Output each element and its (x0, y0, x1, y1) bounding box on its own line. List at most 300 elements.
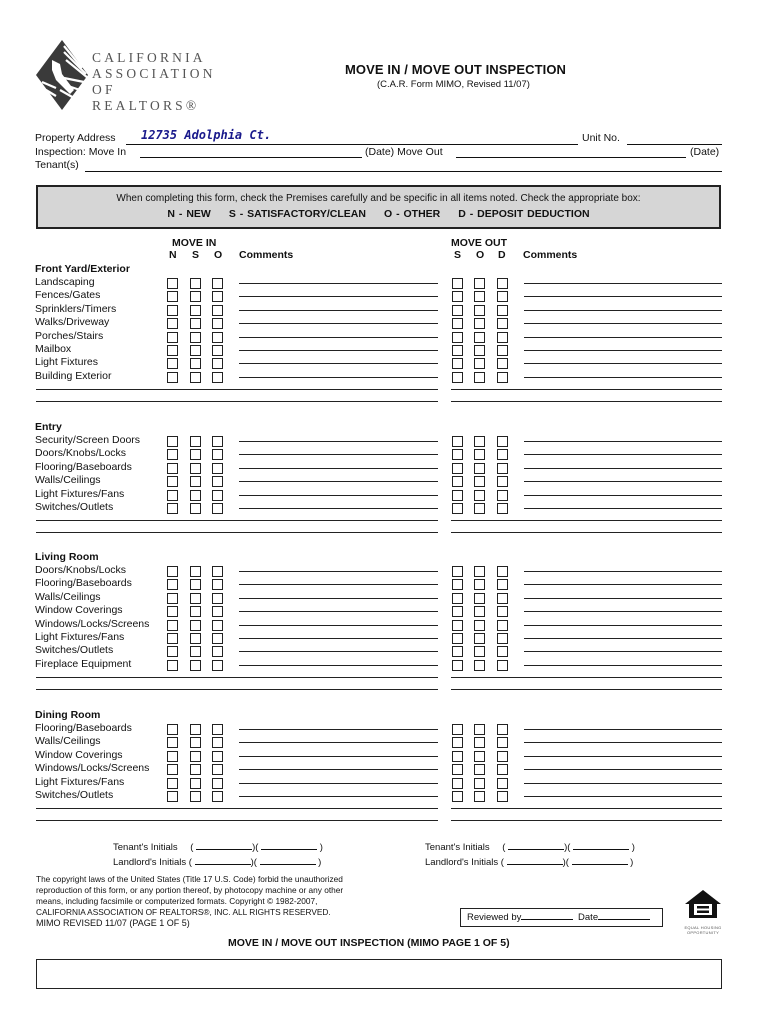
move-out-checkbox-o[interactable] (474, 490, 485, 501)
move-in-section-comment-line[interactable] (36, 677, 438, 678)
move-in-checkbox-s[interactable] (190, 372, 201, 383)
property-address-value[interactable]: 12735 Adolphia Ct. (141, 128, 272, 142)
move-in-checkbox-s[interactable] (190, 593, 201, 604)
tenants-field[interactable] (85, 171, 722, 172)
move-out-comment-line[interactable] (524, 571, 722, 572)
move-out-checkbox-o[interactable] (474, 566, 485, 577)
move-in-checkbox-s[interactable] (190, 503, 201, 514)
move-out-checkbox-s[interactable] (452, 724, 463, 735)
move-in-checkbox-o[interactable] (212, 737, 223, 748)
move-out-checkbox-d[interactable] (497, 778, 508, 789)
move-out-comment-line[interactable] (524, 756, 722, 757)
move-in-checkbox-n[interactable] (167, 751, 178, 762)
inspection-item-label: Building Exterior (35, 369, 112, 382)
paren: ( (502, 842, 506, 853)
move-in-section-comment-line[interactable] (36, 532, 438, 533)
move-out-checkbox-d[interactable] (497, 372, 508, 383)
move-out-date-field[interactable] (456, 157, 686, 158)
move-out-checkbox-s[interactable] (452, 791, 463, 802)
move-in-section-comment-line[interactable] (36, 520, 438, 521)
move-in-checkbox-o[interactable] (212, 358, 223, 369)
move-in-checkbox-n[interactable] (167, 737, 178, 748)
move-in-comment-line[interactable] (239, 350, 438, 351)
move-in-checkbox-n[interactable] (167, 345, 178, 356)
move-in-checkbox-n[interactable] (167, 646, 178, 657)
move-in-checkbox-n[interactable] (167, 724, 178, 735)
move-in-checkbox-n[interactable] (167, 620, 178, 631)
move-out-checkbox-s[interactable] (452, 490, 463, 501)
move-out-checkbox-d[interactable] (497, 791, 508, 802)
equal-housing-logo (683, 888, 725, 934)
move-in-checkbox-o[interactable] (212, 305, 223, 316)
move-in-comment-line[interactable] (239, 571, 438, 572)
landlord-initial-field-1[interactable] (195, 864, 251, 865)
move-out-checkbox-s[interactable] (452, 345, 463, 356)
move-out-checkbox-d[interactable] (497, 566, 508, 577)
move-in-comment-line[interactable] (239, 769, 438, 770)
move-out-comment-line[interactable] (524, 296, 722, 297)
move-in-comment-line[interactable] (239, 651, 438, 652)
tenant-initial-field-4[interactable] (573, 849, 629, 850)
move-in-checkbox-n[interactable] (167, 305, 178, 316)
logo-line-3: OF REALTORS® (92, 82, 200, 113)
move-out-section-comment-line[interactable] (451, 401, 722, 402)
move-in-comment-line[interactable] (239, 508, 438, 509)
move-out-section-comment-line[interactable] (451, 389, 722, 390)
date-label: (Date) (690, 146, 720, 158)
move-in-checkbox-o[interactable] (212, 449, 223, 460)
move-in-comment-line[interactable] (239, 796, 438, 797)
move-out-comment-line[interactable] (524, 350, 722, 351)
tenant-initial-field-2[interactable] (261, 849, 317, 850)
move-in-section-comment-line[interactable] (36, 820, 438, 821)
inspection-item-label: Mailbox (35, 343, 72, 355)
move-out-checkbox-d[interactable] (497, 646, 508, 657)
move-out-comment-line[interactable] (524, 742, 722, 743)
landlord-initials-label: Landlord's Initials (113, 857, 187, 868)
tenant-initials-right (425, 842, 635, 853)
move-in-comment-line[interactable] (239, 598, 438, 599)
move-in-checkbox-s[interactable] (190, 778, 201, 789)
move-in-checkbox-n[interactable] (167, 660, 178, 671)
move-out-checkbox-o[interactable] (474, 751, 485, 762)
move-out-section-comment-line[interactable] (451, 520, 722, 521)
move-out-checkbox-s[interactable] (452, 737, 463, 748)
equal-housing-caption: EQUAL HOUSING OPPORTUNITY (684, 925, 722, 935)
move-out-section-comment-line[interactable] (451, 808, 722, 809)
move-out-checkbox-d[interactable] (497, 345, 508, 356)
move-in-checkbox-s[interactable] (190, 633, 201, 644)
move-in-checkbox-s[interactable] (190, 764, 201, 775)
move-out-checkbox-s[interactable] (452, 579, 463, 590)
move-out-comment-line[interactable] (524, 454, 722, 455)
move-in-checkbox-o[interactable] (212, 490, 223, 501)
move-in-checkbox-o[interactable] (212, 318, 223, 329)
move-in-checkbox-s[interactable] (190, 737, 201, 748)
move-in-checkbox-o[interactable] (212, 620, 223, 631)
move-out-checkbox-s[interactable] (452, 566, 463, 577)
move-out-checkbox-d[interactable] (497, 476, 508, 487)
move-out-comment-line[interactable] (524, 310, 722, 311)
move-out-section-comment-line[interactable] (451, 820, 722, 821)
move-in-checkbox-o[interactable] (212, 724, 223, 735)
move-out-comments-header: Comments (523, 249, 578, 261)
move-in-header: MOVE IN (172, 237, 217, 249)
move-out-checkbox-s[interactable] (452, 305, 463, 316)
move-in-section-comment-line[interactable] (36, 808, 438, 809)
move-in-checkbox-s[interactable] (190, 449, 201, 460)
move-in-checkbox-s[interactable] (190, 579, 201, 590)
move-in-checkbox-o[interactable] (212, 476, 223, 487)
move-out-comment-line[interactable] (524, 796, 722, 797)
condition-codes (38, 208, 719, 220)
move-in-checkbox-o[interactable] (212, 566, 223, 577)
move-in-comment-line[interactable] (239, 729, 438, 730)
move-in-checkbox-n[interactable] (167, 449, 178, 460)
move-out-checkbox-d[interactable] (497, 291, 508, 302)
move-out-comment-line[interactable] (524, 377, 722, 378)
move-in-comment-line[interactable] (239, 468, 438, 469)
move-in-checkbox-o[interactable] (212, 345, 223, 356)
section-title: Entry (35, 421, 62, 433)
move-out-checkbox-d[interactable] (497, 593, 508, 604)
move-in-checkbox-o[interactable] (212, 291, 223, 302)
move-in-comment-line[interactable] (239, 363, 438, 364)
move-in-comment-line[interactable] (239, 337, 438, 338)
move-out-checkbox-s[interactable] (452, 606, 463, 617)
move-out-comment-line[interactable] (524, 481, 722, 482)
move-out-checkbox-d[interactable] (497, 463, 508, 474)
move-in-checkbox-o[interactable] (212, 503, 223, 514)
move-in-checkbox-s[interactable] (190, 724, 201, 735)
move-out-checkbox-d[interactable] (497, 436, 508, 447)
move-in-checkbox-s[interactable] (190, 332, 201, 343)
paren: )( (562, 857, 569, 868)
move-out-comment-line[interactable] (524, 337, 722, 338)
move-out-checkbox-s[interactable] (452, 751, 463, 762)
reviewed-by-field[interactable] (521, 919, 573, 920)
move-in-checkbox-s[interactable] (190, 291, 201, 302)
move-out-checkbox-d[interactable] (497, 305, 508, 316)
move-out-checkbox-s[interactable] (452, 463, 463, 474)
move-out-checkbox-d[interactable] (497, 764, 508, 775)
move-in-comment-line[interactable] (239, 296, 438, 297)
move-out-checkbox-s[interactable] (452, 503, 463, 514)
move-out-checkbox-o[interactable] (474, 593, 485, 604)
move-out-checkbox-s[interactable] (452, 436, 463, 447)
move-in-checkbox-o[interactable] (212, 778, 223, 789)
move-out-checkbox-s[interactable] (452, 660, 463, 671)
paren: ) (319, 842, 323, 853)
move-in-checkbox-o[interactable] (212, 633, 223, 644)
move-out-checkbox-s[interactable] (452, 593, 463, 604)
inspection-item-label: Flooring/Baseboards (35, 460, 132, 473)
move-out-checkbox-s[interactable] (452, 372, 463, 383)
move-out-comment-line[interactable] (524, 729, 722, 730)
paren: ( (188, 857, 192, 868)
move-in-checkbox-n[interactable] (167, 332, 178, 343)
move-out-checkbox-d[interactable] (497, 751, 508, 762)
move-out-checkbox-s[interactable] (452, 278, 463, 289)
move-in-checkbox-s[interactable] (190, 566, 201, 577)
move-in-date-field[interactable] (140, 157, 362, 158)
move-in-checkbox-s[interactable] (190, 660, 201, 671)
move-out-checkbox-o[interactable] (474, 606, 485, 617)
section-title: Front Yard/Exterior (35, 263, 130, 275)
move-out-checkbox-d[interactable] (497, 318, 508, 329)
move-out-comment-line[interactable] (524, 441, 722, 442)
move-in-checkbox-n[interactable] (167, 593, 178, 604)
move-out-checkbox-o[interactable] (474, 633, 485, 644)
move-in-checkbox-s[interactable] (190, 490, 201, 501)
move-out-comment-line[interactable] (524, 468, 722, 469)
move-in-section-comment-line[interactable] (36, 401, 438, 402)
move-out-checkbox-d[interactable] (497, 503, 508, 514)
inspection-item-label: Windows/Locks/Screens (35, 617, 150, 630)
move-in-checkbox-o[interactable] (212, 436, 223, 447)
move-in-comment-line[interactable] (239, 584, 438, 585)
tenant-initial-field-1[interactable] (196, 849, 252, 850)
move-in-checkbox-o[interactable] (212, 791, 223, 802)
move-out-checkbox-s[interactable] (452, 291, 463, 302)
inspection-item-label: Fireplace Equipment (35, 657, 132, 670)
review-box (460, 908, 663, 927)
move-in-checkbox-o[interactable] (212, 579, 223, 590)
move-out-checkbox-d[interactable] (497, 737, 508, 748)
move-out-checkbox-o[interactable] (474, 318, 485, 329)
move-in-section-comment-line[interactable] (36, 389, 438, 390)
move-in-checkbox-o[interactable] (212, 463, 223, 474)
move-in-comment-line[interactable] (239, 611, 438, 612)
move-out-checkbox-d[interactable] (497, 278, 508, 289)
property-address-field[interactable] (126, 144, 578, 145)
review-date-field[interactable] (598, 919, 650, 920)
move-in-comment-line[interactable] (239, 310, 438, 311)
move-in-code-s: S (192, 249, 200, 261)
paren: ( (190, 842, 194, 853)
move-out-checkbox-o[interactable] (474, 579, 485, 590)
move-out-code-o: O (476, 249, 485, 261)
move-out-checkbox-o[interactable] (474, 791, 485, 802)
inspection-item-label: Sprinklers/Timers (35, 302, 117, 315)
move-out-checkbox-o[interactable] (474, 476, 485, 487)
move-out-checkbox-o[interactable] (474, 737, 485, 748)
move-in-checkbox-s[interactable] (190, 278, 201, 289)
move-out-checkbox-d[interactable] (497, 660, 508, 671)
move-in-comment-line[interactable] (239, 283, 438, 284)
move-in-comment-line[interactable] (239, 625, 438, 626)
move-out-checkbox-o[interactable] (474, 503, 485, 514)
move-in-checkbox-s[interactable] (190, 791, 201, 802)
move-in-comment-line[interactable] (239, 377, 438, 378)
move-out-checkbox-s[interactable] (452, 633, 463, 644)
move-in-checkbox-n[interactable] (167, 764, 178, 775)
move-out-checkbox-d[interactable] (497, 579, 508, 590)
move-out-checkbox-s[interactable] (452, 778, 463, 789)
move-out-checkbox-s[interactable] (452, 646, 463, 657)
inspection-item-label: Windows/Locks/Screens (35, 762, 150, 775)
move-out-checkbox-o[interactable] (474, 463, 485, 474)
move-in-checkbox-n[interactable] (167, 503, 178, 514)
move-out-comment-line[interactable] (524, 598, 722, 599)
move-in-comment-line[interactable] (239, 441, 438, 442)
move-in-checkbox-s[interactable] (190, 606, 201, 617)
move-in-comment-line[interactable] (239, 783, 438, 784)
move-in-checkbox-o[interactable] (212, 751, 223, 762)
move-in-checkbox-s[interactable] (190, 358, 201, 369)
move-in-comment-line[interactable] (239, 323, 438, 324)
move-in-checkbox-o[interactable] (212, 593, 223, 604)
move-in-code-o: O (214, 249, 223, 261)
move-in-checkbox-n[interactable] (167, 318, 178, 329)
tenant-initial-field-3[interactable] (508, 849, 564, 850)
move-in-comment-line[interactable] (239, 742, 438, 743)
move-out-checkbox-d[interactable] (497, 490, 508, 501)
move-in-checkbox-n[interactable] (167, 606, 178, 617)
move-out-comment-line[interactable] (524, 584, 722, 585)
move-in-checkbox-s[interactable] (190, 751, 201, 762)
car-logo (34, 38, 224, 113)
code-deposit-deduction: D - DEPOSIT DEDUCTION (458, 208, 590, 220)
move-out-comment-line[interactable] (524, 769, 722, 770)
move-out-checkbox-o[interactable] (474, 724, 485, 735)
landlord-initial-field-2[interactable] (260, 864, 316, 865)
move-out-checkbox-d[interactable] (497, 358, 508, 369)
move-out-checkbox-o[interactable] (474, 358, 485, 369)
move-out-checkbox-d[interactable] (497, 606, 508, 617)
move-in-checkbox-n[interactable] (167, 476, 178, 487)
move-out-comment-line[interactable] (524, 638, 722, 639)
move-in-checkbox-n[interactable] (167, 490, 178, 501)
move-in-checkbox-n[interactable] (167, 463, 178, 474)
move-out-checkbox-o[interactable] (474, 436, 485, 447)
move-out-checkbox-s[interactable] (452, 332, 463, 343)
move-out-checkbox-d[interactable] (497, 620, 508, 631)
move-in-section-comment-line[interactable] (36, 689, 438, 690)
move-out-checkbox-o[interactable] (474, 660, 485, 671)
move-out-checkbox-o[interactable] (474, 345, 485, 356)
move-in-comment-line[interactable] (239, 495, 438, 496)
move-in-checkbox-n[interactable] (167, 633, 178, 644)
move-in-checkbox-s[interactable] (190, 463, 201, 474)
move-out-comment-line[interactable] (524, 363, 722, 364)
move-in-checkbox-n[interactable] (167, 291, 178, 302)
move-out-checkbox-s[interactable] (452, 620, 463, 631)
unit-no-field[interactable] (627, 144, 722, 145)
move-in-checkbox-o[interactable] (212, 646, 223, 657)
move-in-checkbox-s[interactable] (190, 646, 201, 657)
paren: )( (250, 857, 257, 868)
move-in-checkbox-o[interactable] (212, 278, 223, 289)
move-out-checkbox-s[interactable] (452, 764, 463, 775)
move-out-section-comment-line[interactable] (451, 532, 722, 533)
inspection-item-label: Walks/Driveway (35, 316, 110, 329)
move-out-header: MOVE OUT (451, 237, 508, 249)
move-out-comment-line[interactable] (524, 665, 722, 666)
move-out-comment-line[interactable] (524, 651, 722, 652)
move-out-comment-line[interactable] (524, 283, 722, 284)
move-in-checkbox-n[interactable] (167, 579, 178, 590)
code-other: O - OTHER (383, 208, 441, 220)
move-out-checkbox-d[interactable] (497, 724, 508, 735)
move-in-checkbox-s[interactable] (190, 476, 201, 487)
inspection-item-label: Doors/Knobs/Locks (35, 564, 127, 576)
move-out-comment-line[interactable] (524, 783, 722, 784)
move-out-checkbox-o[interactable] (474, 291, 485, 302)
move-in-checkbox-n[interactable] (167, 358, 178, 369)
move-in-checkbox-s[interactable] (190, 620, 201, 631)
move-in-checkbox-n[interactable] (167, 436, 178, 447)
move-out-comment-line[interactable] (524, 611, 722, 612)
inspection-item-label: Landscaping (35, 276, 95, 288)
move-out-checkbox-o[interactable] (474, 449, 485, 460)
move-out-checkbox-s[interactable] (452, 476, 463, 487)
move-in-checkbox-s[interactable] (190, 345, 201, 356)
move-in-checkbox-n[interactable] (167, 278, 178, 289)
move-in-checkbox-s[interactable] (190, 305, 201, 316)
revision-text: MIMO REVISED 11/07 (PAGE 1 OF 5) (36, 918, 190, 928)
move-in-comments-header: Comments (239, 249, 294, 261)
move-out-checkbox-o[interactable] (474, 620, 485, 631)
move-out-comment-line[interactable] (524, 323, 722, 324)
move-in-checkbox-n[interactable] (167, 372, 178, 383)
form-subtitle: (C.A.R. Form MIMO, Revised 11/07) (377, 79, 530, 90)
move-out-checkbox-d[interactable] (497, 449, 508, 460)
inspection-item-label: Walls/Ceilings (35, 590, 101, 603)
move-in-checkbox-s[interactable] (190, 318, 201, 329)
move-in-comment-line[interactable] (239, 638, 438, 639)
move-out-checkbox-o[interactable] (474, 305, 485, 316)
move-out-checkbox-o[interactable] (474, 646, 485, 657)
move-out-section-comment-line[interactable] (451, 677, 722, 678)
landlord-initial-field-4[interactable] (572, 864, 628, 865)
move-out-checkbox-o[interactable] (474, 278, 485, 289)
move-out-checkbox-s[interactable] (452, 318, 463, 329)
move-out-comment-line[interactable] (524, 495, 722, 496)
move-out-section-comment-line[interactable] (451, 689, 722, 690)
inspection-item-label: Security/Screen Doors (35, 434, 141, 446)
move-out-checkbox-o[interactable] (474, 764, 485, 775)
move-out-checkbox-s[interactable] (452, 449, 463, 460)
inspection-item-label: Flooring/Baseboards (35, 577, 132, 590)
move-in-checkbox-n[interactable] (167, 566, 178, 577)
move-in-checkbox-s[interactable] (190, 436, 201, 447)
move-in-comment-line[interactable] (239, 454, 438, 455)
move-in-checkbox-o[interactable] (212, 606, 223, 617)
unit-no-label: Unit No. (582, 132, 620, 144)
move-in-comment-line[interactable] (239, 481, 438, 482)
move-out-comment-line[interactable] (524, 508, 722, 509)
move-out-checkbox-d[interactable] (497, 332, 508, 343)
move-in-comment-line[interactable] (239, 756, 438, 757)
move-in-checkbox-o[interactable] (212, 332, 223, 343)
move-in-comment-line[interactable] (239, 665, 438, 666)
paren: )( (564, 842, 571, 853)
move-in-checkbox-o[interactable] (212, 764, 223, 775)
move-out-checkbox-s[interactable] (452, 358, 463, 369)
move-out-checkbox-o[interactable] (474, 778, 485, 789)
move-out-comment-line[interactable] (524, 625, 722, 626)
move-out-checkbox-o[interactable] (474, 372, 485, 383)
move-in-checkbox-n[interactable] (167, 778, 178, 789)
move-out-code-s: S (454, 249, 462, 261)
move-in-checkbox-o[interactable] (212, 372, 223, 383)
move-in-checkbox-o[interactable] (212, 660, 223, 671)
move-out-checkbox-d[interactable] (497, 633, 508, 644)
move-in-checkbox-n[interactable] (167, 791, 178, 802)
landlord-initial-field-3[interactable] (507, 864, 563, 865)
move-out-checkbox-o[interactable] (474, 332, 485, 343)
